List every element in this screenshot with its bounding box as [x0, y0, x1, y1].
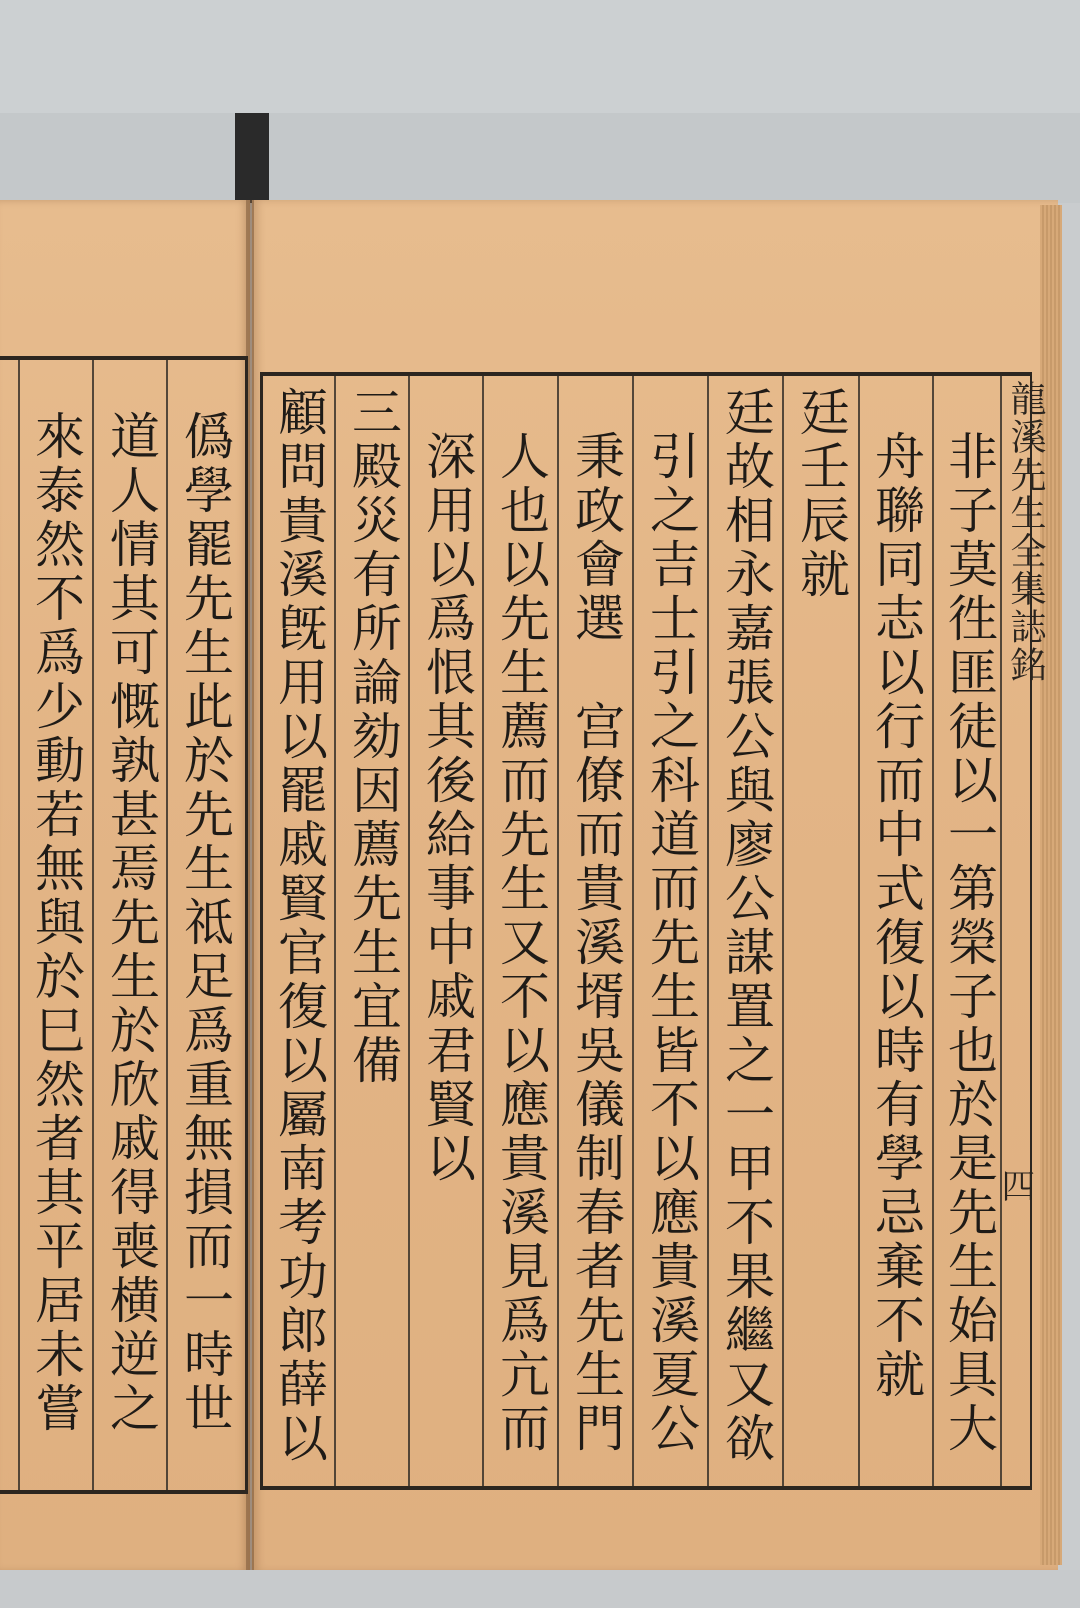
- text-column: 顧問貴溪旣用以罷戚賢官復以屬南考功郎薛以: [270, 386, 328, 1466]
- column-rule: [932, 376, 934, 1486]
- column-rule: [18, 360, 20, 1490]
- scan-backdrop: [0, 113, 1080, 203]
- text-column: 非子莫徃匪徒以一第榮子也於是先生始具大: [940, 430, 998, 1456]
- text-column: 僞學罷先生此於先生祗足爲重無損而一時世: [176, 410, 234, 1436]
- column-rule: [482, 376, 484, 1486]
- column-rule: [707, 376, 709, 1486]
- margin-title: [1006, 380, 1044, 684]
- column-rule: [408, 376, 410, 1486]
- column-rule: [334, 376, 336, 1486]
- text-column: 舟聯同志以行而中式復以時有學忌棄不就: [867, 430, 925, 1402]
- text-column: 深用以爲恨其後給事中戚君賢以: [418, 430, 476, 1186]
- text-column: 秉政會選 宫僚而貴溪壻吳儀制春者先生門: [567, 430, 625, 1456]
- column-rule: [166, 360, 168, 1490]
- collection-title: 龍溪先生全集: [1005, 380, 1046, 608]
- text-column: 道人情其可慨孰甚焉先生於欣戚得喪横逆之: [102, 410, 160, 1436]
- book-ribbon-marker: [235, 113, 269, 203]
- scan-background-bottom: [0, 1570, 1080, 1608]
- column-rule: [557, 376, 559, 1486]
- text-column: 人也以先生薦而先生又不以應貴溪見爲亢而: [492, 430, 550, 1456]
- section-title: 誌銘: [1005, 608, 1046, 684]
- text-column: 廷壬辰就: [792, 386, 850, 602]
- column-rule: [858, 376, 860, 1486]
- column-rule: [782, 376, 784, 1486]
- column-rule: [92, 360, 94, 1490]
- text-column: 廷故相永嘉張公與廖公謀置之一甲不果繼又欲: [717, 386, 775, 1466]
- scan-background-top: [0, 0, 1080, 113]
- page-number: 四: [995, 1168, 1035, 1202]
- text-column: 來泰然不爲少動若無與於巳然者其平居未嘗: [27, 410, 85, 1436]
- text-column: 引之吉士引之科道而先生皆不以應貴溪夏公: [642, 430, 700, 1456]
- column-rule: [632, 376, 634, 1486]
- text-column: 三殿災有所論劾因薦先生宜備: [344, 386, 402, 1088]
